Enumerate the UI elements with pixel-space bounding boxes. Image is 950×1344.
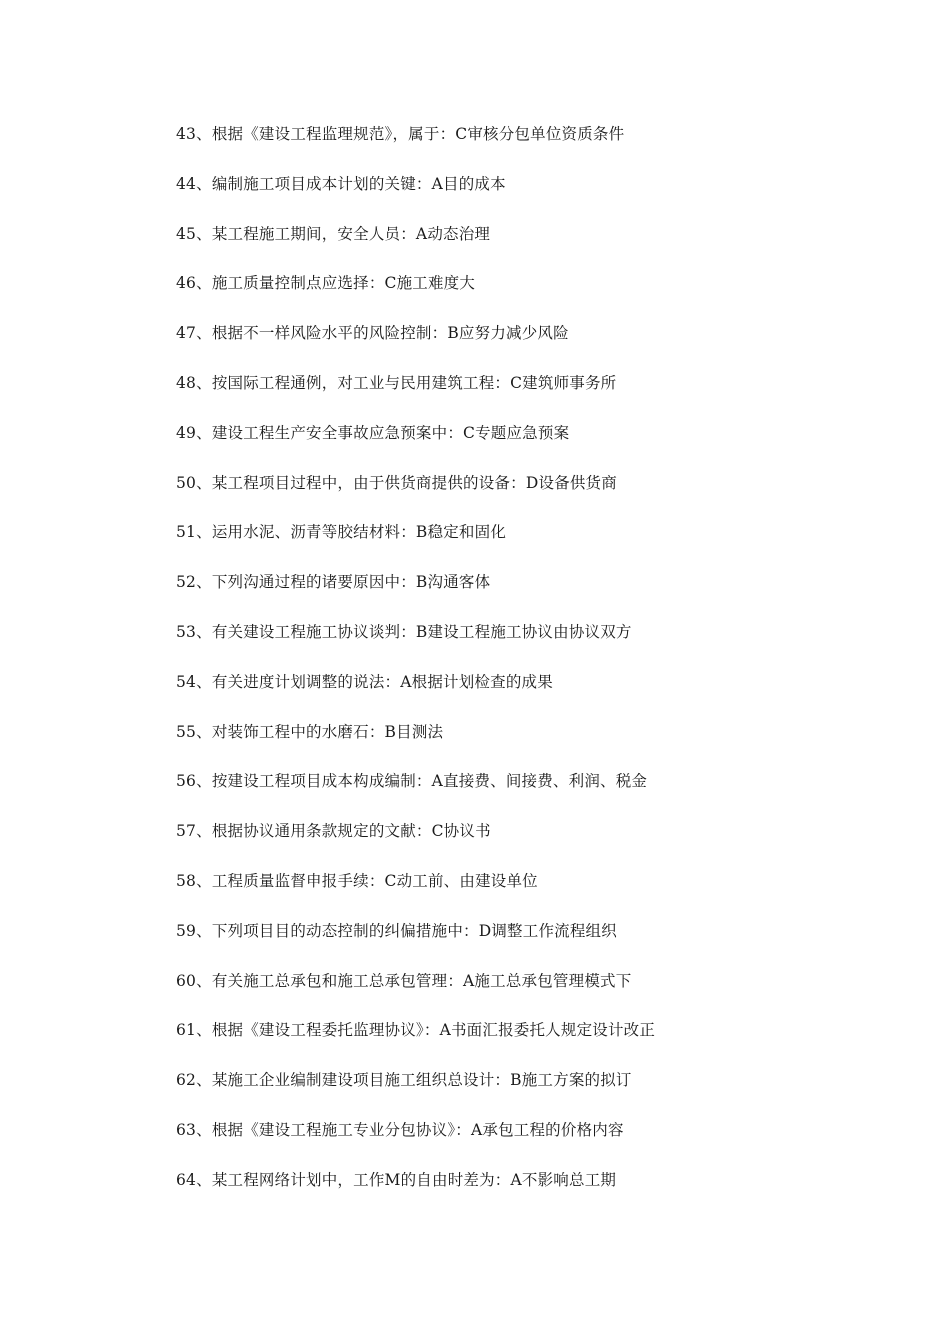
list-item: 47、根据不一样风险水平的风险控制：B应努力减少风险 [176,324,569,343]
list-item: 50、某工程项目过程中，由于供货商提供的设备：D设备供货商 [176,473,617,492]
list-item: 54、有关进度计划调整的说法：A根据计划检查的成果 [176,672,553,691]
list-item: 63、根据《建设工程施工专业分包协议》：A承包工程的价格内容 [176,1120,624,1139]
list-item: 44、编制施工项目成本计划的关键：A目的成本 [176,174,506,193]
answer-list [176,120,655,1216]
list-item: 60、有关施工总承包和施工总承包管理：A施工总承包管理模式下 [176,971,632,990]
list-item: 62、某施工企业编制建设项目施工组织总设计：B施工方案的拟订 [176,1071,632,1090]
list-item: 56、按建设工程项目成本构成编制：A直接费、间接费、利润、税金 [176,772,648,791]
list-item: 46、施工质量控制点应选择：C施工难度大 [176,274,476,293]
list-item: 43、根据《建设工程监理规范》，属于：C审核分包单位资质条件 [176,125,625,143]
list-item: 52、下列沟通过程的诸要原因中：B沟通客体 [176,573,491,592]
list-item: 48、按国际工程通例，对工业与民用建筑工程：C建筑师事务所 [176,373,617,392]
list-item: 53、有关建设工程施工协议谈判：B建设工程施工协议由协议双方 [176,622,632,641]
list-item: 59、下列项目目的动态控制的纠偏措施中：D调整工作流程组织 [176,921,617,940]
list-item: 51、运用水泥、沥青等胶结材料：B稳定和固化 [176,523,507,542]
list-item: 58、工程质量监督申报手续：C动工前、由建设单位 [176,871,538,890]
list-item: 61、根据《建设工程委托监理协议》：A书面汇报委托人规定设计改正 [176,1021,656,1040]
list-item: 55、对装饰工程中的水磨石：B目测法 [176,722,444,741]
list-item: 49、建设工程生产安全事故应急预案中：C专题应急预案 [176,423,570,442]
list-item: 64、某工程网络计划中，工作M的自由时差为：A不影响总工期 [176,1170,617,1189]
list-item: 45、某工程施工期间，安全人员：A动态治理 [176,224,491,243]
list-item: 57、根据协议通用条款规定的文献：C协议书 [176,822,491,841]
